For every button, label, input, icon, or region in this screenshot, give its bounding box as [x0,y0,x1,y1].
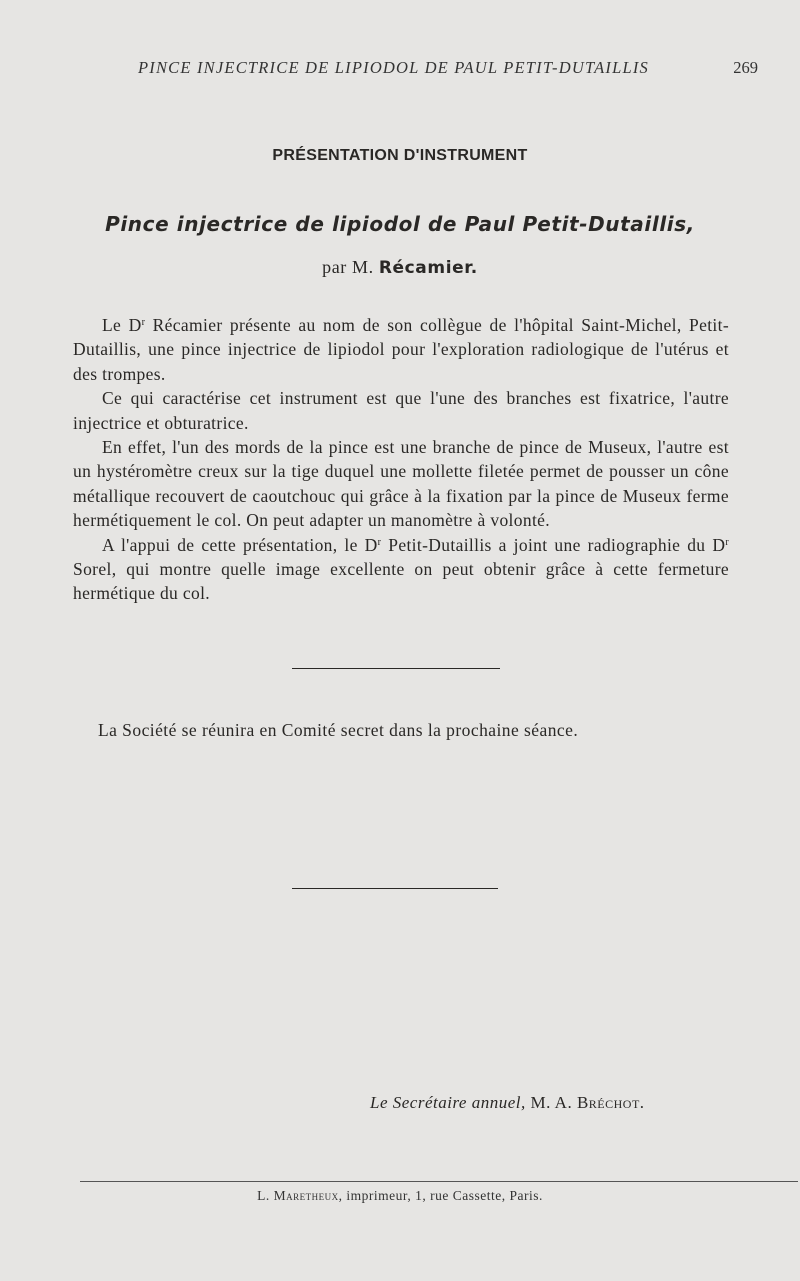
byline [0,257,800,278]
paragraph-4-text: Sorel, qui montre quelle image excellente on peut obtenir grâce à cette fermeture hermétique du col. [73,559,729,604]
paragraph-4-sup: r [377,536,382,548]
printer-address: imprimeur, 1, rue Cassette, Paris. [346,1188,543,1203]
page-number: 269 [733,58,758,77]
paragraph-2-text: Ce qui caractérise cet instrument est que l'une des branches est fixatrice, l'autre injectrice et obturatrice. [73,388,729,433]
printer-imprint [0,1188,800,1204]
section-divider [292,888,498,889]
section-divider [292,668,500,669]
meeting-notice: La Société se réunira en Comité secret dans la prochaine séance. [98,720,579,740]
article-body [73,313,729,606]
paragraph-3 [73,435,729,533]
signature [370,1093,730,1113]
paragraph-3-text: En effet, l'un des mords de la pince est une branche de pince de Museux, l'autre est un hystéromètre creux sur la tige duquel une mollette filetée permet de pousser un cône métallique recouvert de caoutchouc qui grâce à la fixation par la pince de Museux ferme hermétiquement le col. On peut adapter un manomètre à volonté. [73,437,729,531]
byline-prefix: par M. [322,257,374,277]
running-title: PINCE INJECTRICE DE LIPIODOL DE PAUL PETIT-DUTAILLIS [138,58,649,77]
paragraph-4-mid: Petit-Dutaillis a joint une radiographie du D [381,534,726,555]
paragraph-1-text: Récamier présente au nom de son collègue de l'hôpital Saint-Michel, Petit-Dutaillis, une pince injectrice de lipiodol pour l'exploration radiologique de l'utérus et des trompes. [73,315,730,384]
paragraph-1 [73,313,729,386]
paragraph-1-sup: r [141,317,146,328]
paragraph-4-sup2: r [725,536,729,548]
running-header [138,58,758,78]
article-title: Pince injectrice de lipiodol de Paul Petit-Dutaillis, [105,212,695,236]
signature-role: Le Secrétaire annuel, [370,1093,526,1112]
paragraph-2 [73,386,729,435]
footer-divider [80,1181,798,1182]
author-name: Récamier. [378,258,478,278]
paragraph-4 [73,533,729,606]
paragraph-1-lead: Le D [102,315,142,335]
paragraph-4-lead: A l'appui de cette présentation, le D [102,534,378,555]
printer-name: L. Maretheux, [257,1188,343,1203]
signature-name: M. A. Bréchot. [530,1093,645,1112]
section-title: PRÉSENTATION D'INSTRUMENT [272,147,528,164]
